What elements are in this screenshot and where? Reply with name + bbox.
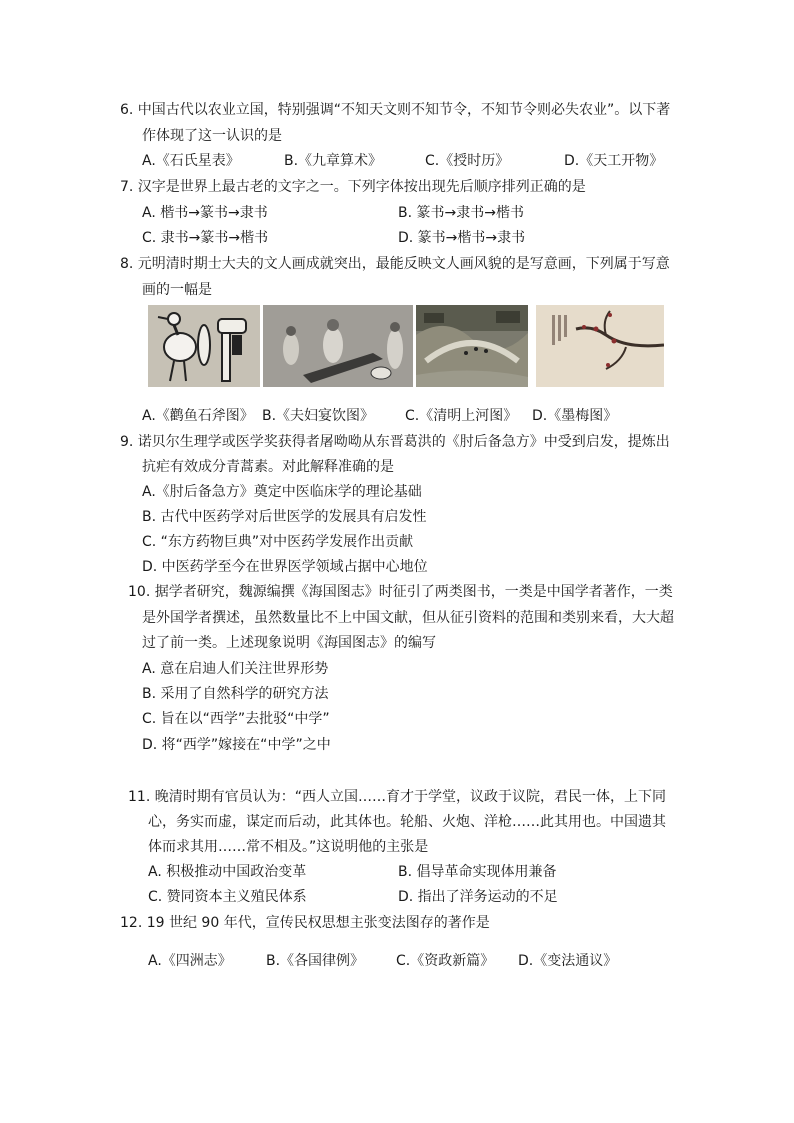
q11-option-d: D. 指出了洋务运动的不足: [398, 889, 558, 905]
q8-stem-line1: 8. 元明清时期士大夫的文人画成就突出，最能反映文人画风貌的是写意画，下列属于写意: [120, 256, 670, 272]
q10-option-b: B. 采用了自然科学的研究方法: [142, 686, 329, 702]
q11-option-c: C. 赞同资本主义殖民体系: [148, 889, 307, 905]
q9-option-c: C. “东方药物巨典”对中医药学发展作出贡献: [142, 534, 414, 550]
q10-option-a: A. 意在启迪人们关注世界形势: [142, 661, 329, 677]
painting-qingming-river: [416, 305, 528, 387]
q8-option-b: B.《夫妇宴饮图》: [262, 408, 375, 424]
q11-option-b: B. 倡导革命实现体用兼备: [398, 864, 557, 880]
q8-option-c: C.《清明上河图》: [405, 408, 518, 424]
q6-stem-line1: 6. 中国古代以农业立国，特别强调“不知天文则不知节令，不知节令则必失农业”。以下著: [120, 102, 671, 118]
q8-painting-row: [148, 305, 668, 387]
ink-plum-image: [536, 305, 664, 387]
q10-option-c: C. 旨在以“西学”去批驳“中学”: [142, 711, 330, 727]
q8-stem-line2: 画的一幅是: [142, 282, 212, 298]
q12-option-a: A.《四洲志》: [148, 953, 232, 969]
q9-option-d: D. 中医药学至今在世界医学领域占据中心地位: [142, 559, 428, 575]
q11-stem-line3: 体而求其用……常不相及。”这说明他的主张是: [148, 839, 429, 855]
q9-option-b: B. 古代中医药学对后世医学的发展具有启发性: [142, 509, 427, 525]
couple-banquet-image: [263, 305, 413, 387]
q9-stem-line1: 9. 诺贝尔生理学或医学奖获得者屠呦呦从东晋葛洪的《肘后备急方》中受到启发，提炼出: [120, 434, 670, 450]
q12-option-c: C.《资政新篇》: [396, 953, 495, 969]
q7-option-a: A. 楷书→篆书→隶书: [142, 205, 268, 221]
q6-stem-line2: 作体现了这一认识的是: [142, 128, 282, 144]
painting-stork-fish-axe: [148, 305, 260, 387]
q6-option-d: D.《天工开物》: [564, 153, 664, 169]
q10-stem-line3: 过了前一类。上述现象说明《海国图志》的编写: [142, 635, 436, 651]
q6-option-a: A.《石氏星表》: [142, 153, 240, 169]
q9-stem-line2: 抗疟有效成分青蒿素。对此解释准确的是: [142, 459, 394, 475]
qingming-river-image: [416, 305, 528, 387]
q9-option-a: A.《肘后备急方》奠定中医临床学的理论基础: [142, 484, 422, 500]
q6-option-c: C.《授时历》: [425, 153, 510, 169]
q12-option-b: B.《各国律例》: [266, 953, 365, 969]
q10-option-d: D. 将“西学”嫁接在“中学”之中: [142, 737, 331, 753]
q12-option-d: D.《变法通议》: [518, 953, 618, 969]
stork-fish-axe-image: [148, 305, 260, 387]
q6-option-b: B.《九章算术》: [284, 153, 383, 169]
q7-option-d: D. 篆书→楷书→隶书: [398, 230, 526, 246]
q7-option-c: C. 隶书→篆书→楷书: [142, 230, 269, 246]
painting-ink-plum: [536, 305, 664, 387]
q10-stem-line2: 是外国学者撰述，虽然数量比不上中国文献，但从征引资料的范围和类别来看，大大超: [142, 610, 674, 626]
q8-option-a: A.《鹳鱼石斧图》: [142, 408, 254, 424]
painting-couple-banquet: [263, 305, 413, 387]
q8-option-d: D.《墨梅图》: [532, 408, 618, 424]
q11-stem-line2: 心，务实而虚，谋定而后动，此其体也。轮船、火炮、洋枪……此其用也。中国遗其: [148, 814, 666, 830]
q10-stem-line1: 10. 据学者研究，魏源编撰《海国图志》时征引了两类图书，一类是中国学者著作，一类: [128, 584, 673, 600]
q11-option-a: A. 积极推动中国政治变革: [148, 864, 307, 880]
q7-option-b: B. 篆书→隶书→楷书: [398, 205, 524, 221]
q7-stem-line1: 7. 汉字是世界上最古老的文字之一。下列字体按出现先后顺序排列正确的是: [120, 179, 586, 195]
q11-stem-line1: 11. 晚清时期有官员认为：“西人立国……育才于学堂，议政于议院，君民一体，上下同: [128, 789, 666, 805]
q12-stem-line1: 12. 19 世纪 90 年代，宣传民权思想主张变法图存的著作是: [120, 915, 490, 931]
